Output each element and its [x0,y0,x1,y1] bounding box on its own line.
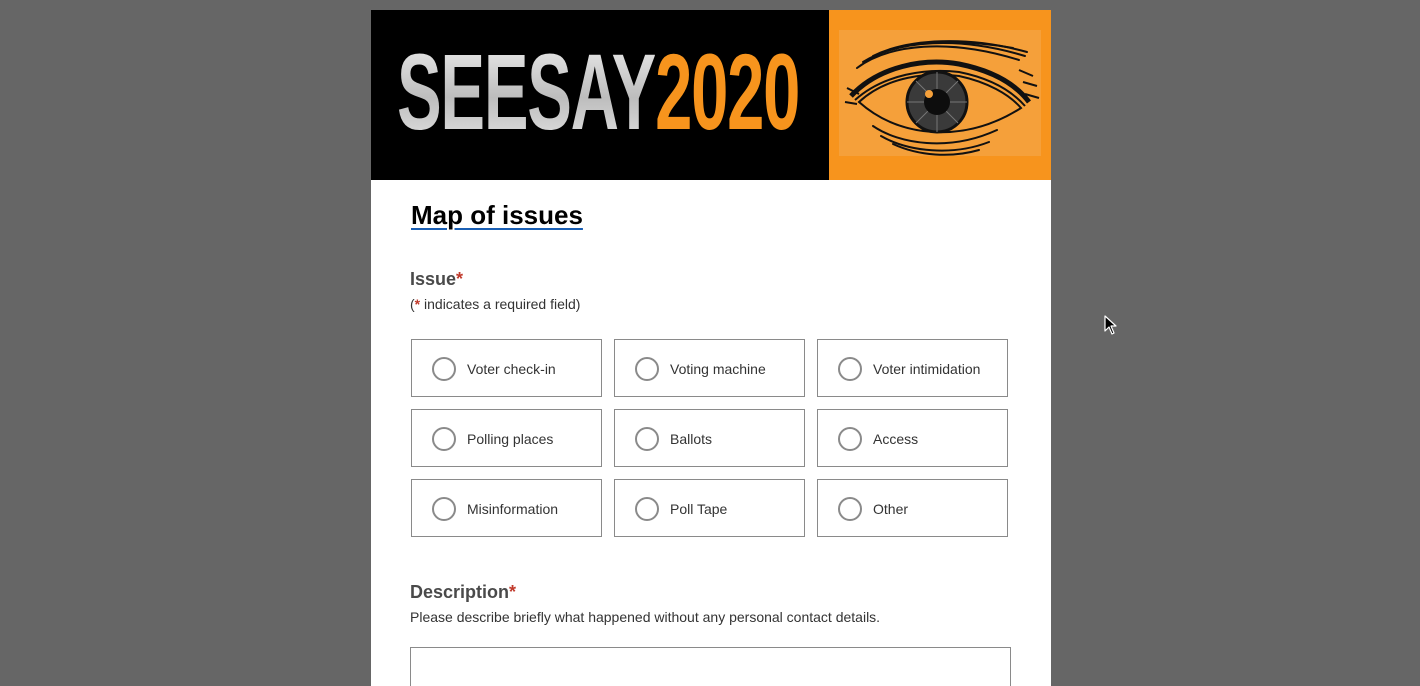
issue-option-label: Ballots [670,431,713,447]
issue-option-label: Voter intimidation [873,361,981,377]
eye-icon [829,10,1051,180]
issue-option-voting-machine[interactable] [614,339,805,397]
issue-option-label: Poll Tape [670,501,728,517]
issue-label [410,269,463,290]
required-field-note [410,296,580,312]
issue-label-text: Issue [410,269,457,289]
banner-eye-panel [829,10,1051,180]
description-label-text: Description [410,582,510,602]
required-asterisk: * [456,269,464,289]
issue-option-misinformation[interactable] [411,479,602,537]
issue-option-ballots[interactable] [614,409,805,467]
issue-option-label: Polling places [467,431,554,447]
banner-year: 2020 [655,31,800,152]
issue-option-polling-places[interactable] [411,409,602,467]
radio-icon[interactable] [838,497,862,521]
radio-icon[interactable] [635,357,659,381]
issue-option-label: Misinformation [467,501,559,517]
issue-option-poll-tape[interactable] [614,479,805,537]
radio-icon[interactable] [838,357,862,381]
radio-icon[interactable] [432,427,456,451]
radio-icon[interactable] [432,357,456,381]
note-open-paren: ( [410,296,415,312]
issue-option-label: Access [873,431,919,447]
issue-option-label: Other [873,501,909,517]
radio-icon[interactable] [432,497,456,521]
seesay-banner [371,10,1051,180]
banner-logo-text [397,32,799,152]
required-asterisk: * [509,582,517,602]
issue-option-label: Voter check-in [467,361,556,377]
radio-icon[interactable] [838,427,862,451]
description-help: Please describe briefly what happened without any personal contact details. [410,609,881,625]
issue-option-access[interactable] [817,409,1008,467]
note-asterisk: * [414,296,421,312]
radio-icon[interactable] [635,497,659,521]
issue-option-other[interactable] [817,479,1008,537]
form-page [371,10,1051,686]
page-title[interactable]: Map of issues [411,200,583,230]
radio-icon[interactable] [635,427,659,451]
mouse-cursor-icon [1104,315,1118,335]
description-input[interactable] [410,647,1011,686]
issue-option-voter-intimidation[interactable] [817,339,1008,397]
issue-option-label: Voting machine [670,361,766,377]
banner-seesay: SEESAY [397,31,656,152]
description-label [410,582,516,603]
note-text: indicates a required field) [420,296,581,312]
issue-option-voter-check-in[interactable] [411,339,602,397]
